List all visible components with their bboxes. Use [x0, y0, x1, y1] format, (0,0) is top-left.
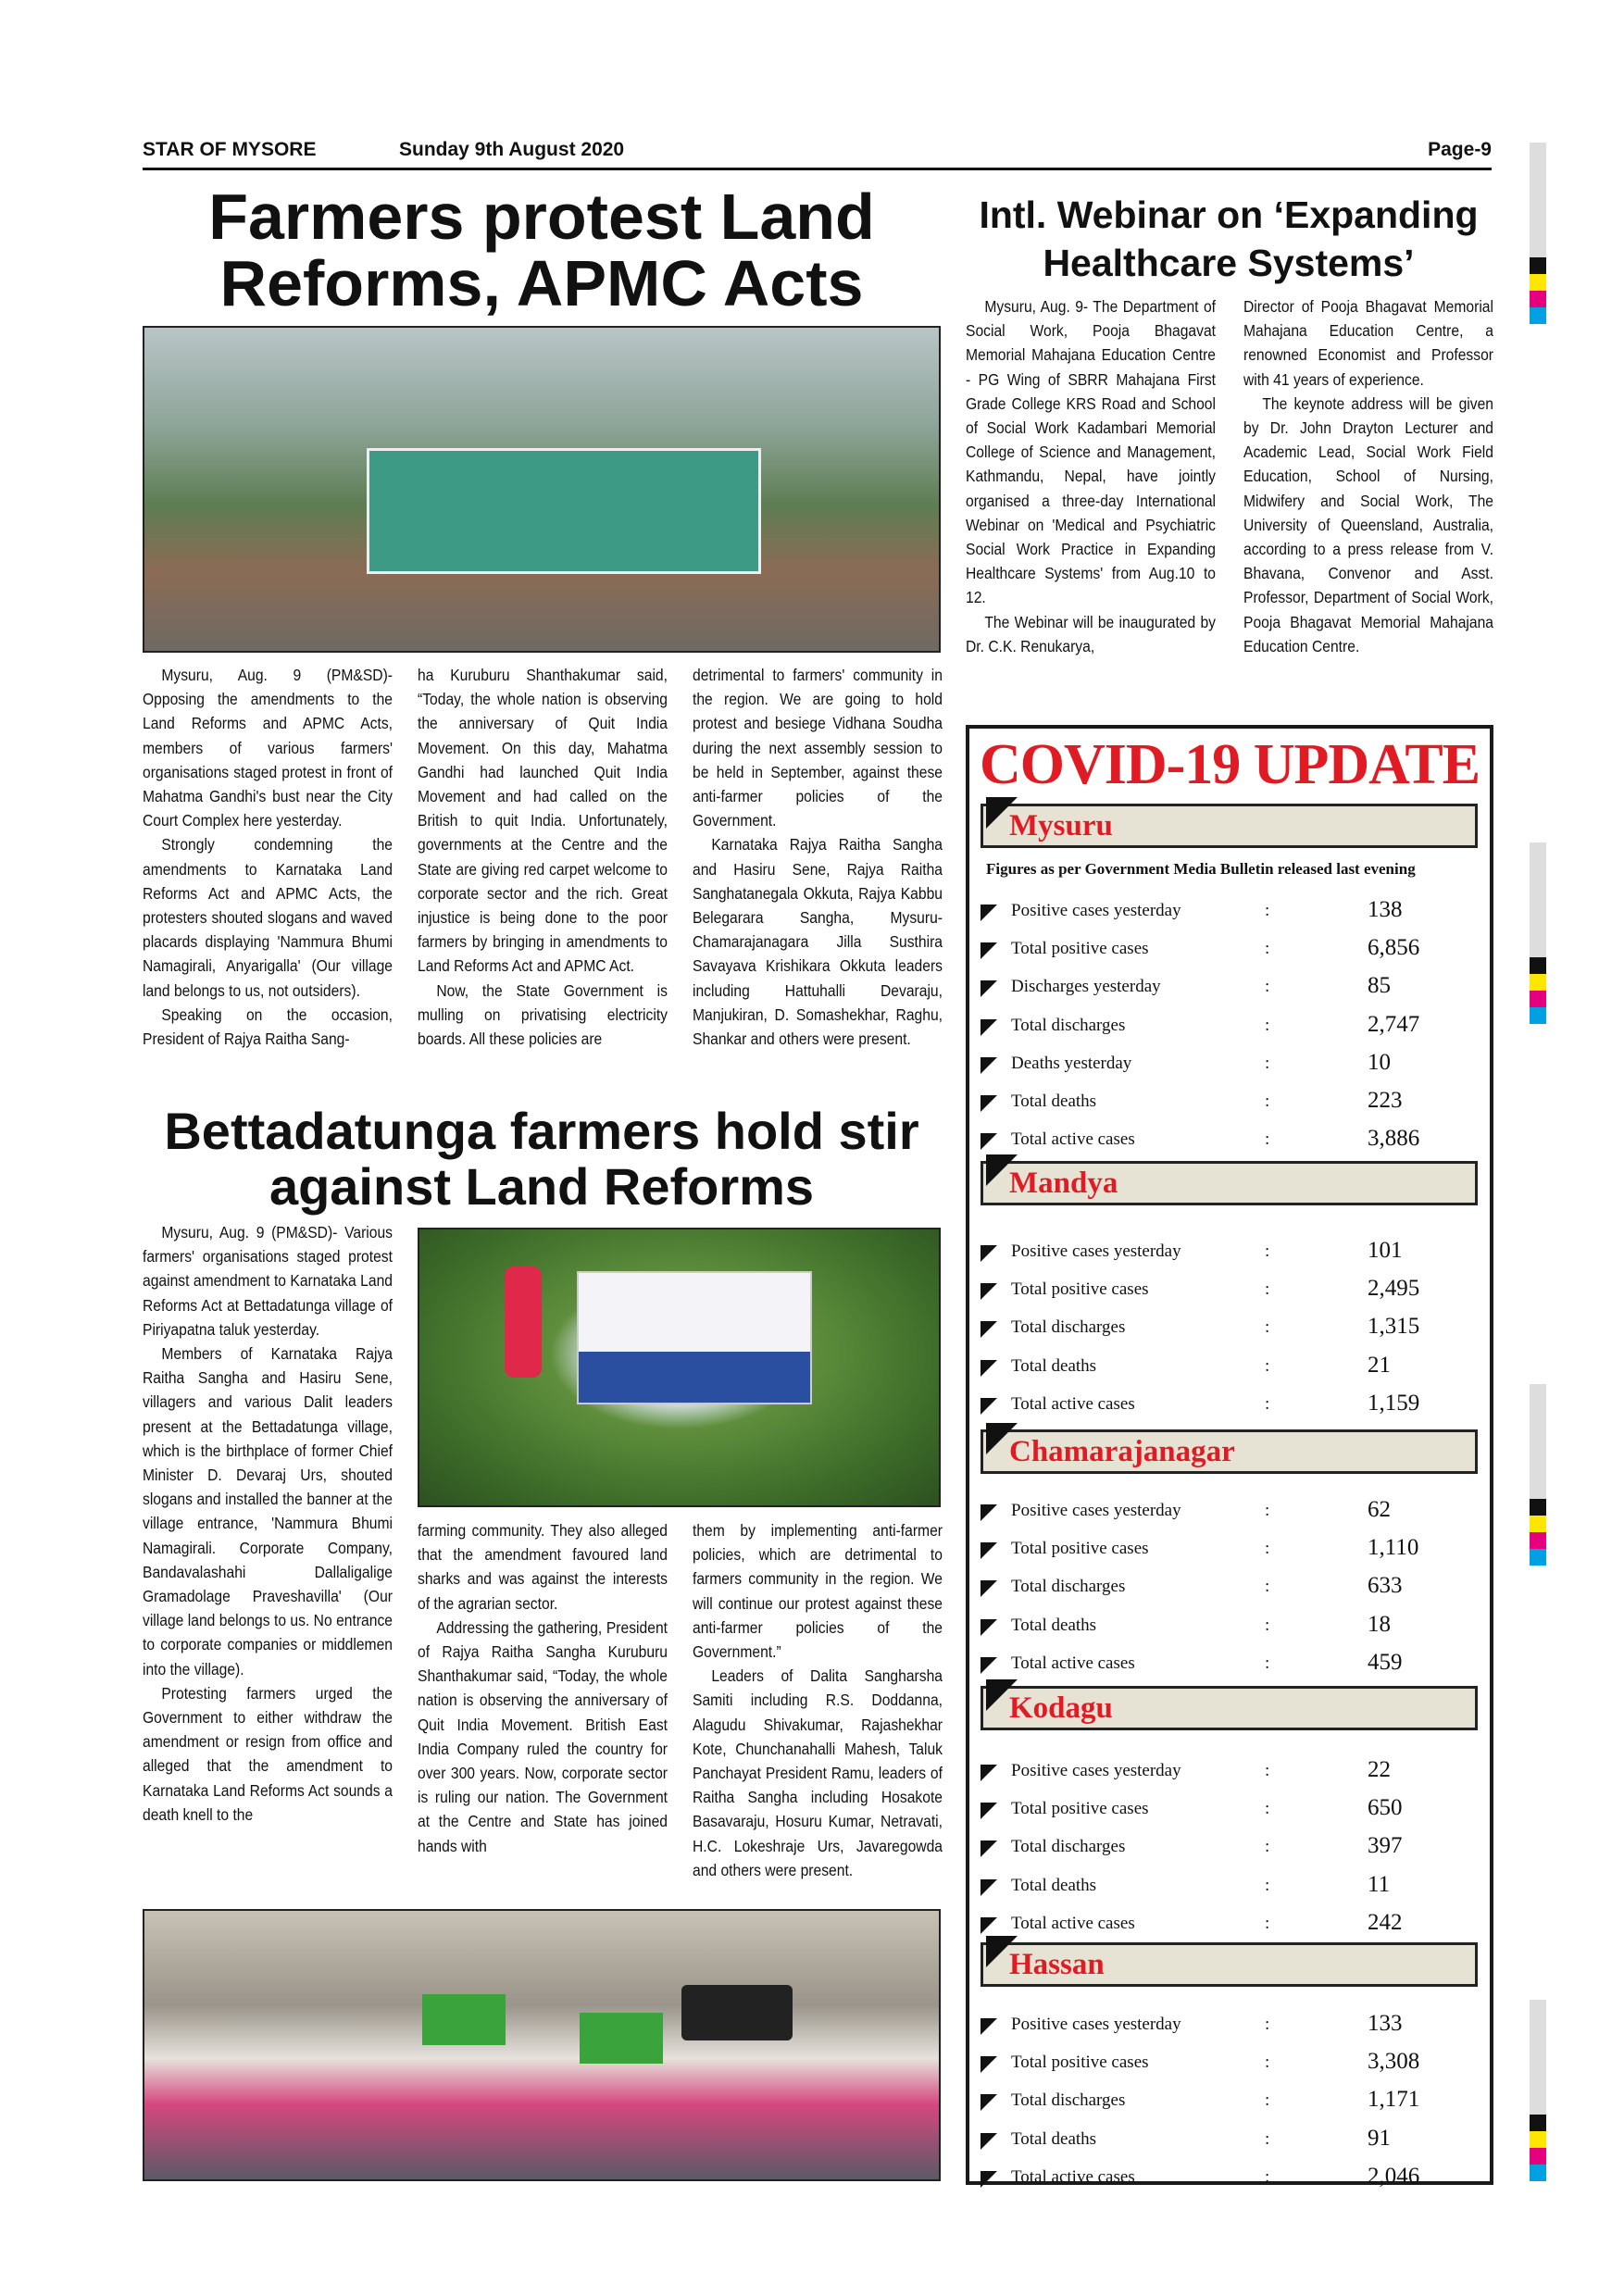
- stat-separator: :: [1265, 1653, 1270, 1673]
- stat-label: Total discharges: [1011, 1317, 1126, 1338]
- stat-value: 2,747: [1368, 1011, 1420, 1037]
- stat-row: [981, 1795, 1471, 1827]
- district-header: [981, 1686, 1478, 1730]
- stat-value: 62: [1368, 1497, 1391, 1522]
- stat-separator: :: [1265, 1279, 1270, 1300]
- district-name: Mandya: [1009, 1167, 1118, 1200]
- stat-label: Total positive cases: [1011, 939, 1149, 959]
- stat-row: [981, 2087, 1471, 2118]
- stat-separator: :: [1265, 1317, 1270, 1338]
- stat-label: Discharges yesterday: [1011, 977, 1161, 997]
- stat-separator: :: [1265, 1761, 1270, 1780]
- stat-label: Total deaths: [1011, 1615, 1097, 1635]
- stat-row: [981, 2126, 1471, 2157]
- stat-row: [981, 1573, 1471, 1604]
- district-name: Kodagu: [1009, 1691, 1113, 1725]
- stat-label: Total positive cases: [1011, 1539, 1149, 1559]
- paragraph: them by implementing anti-farmer policies, which are detrimental to farmers community in the region. We will continue our protest against these anti-farmer policies of the Government.”: [693, 1521, 943, 1662]
- stat-row: [981, 1050, 1471, 1081]
- covid-update-box: [966, 725, 1493, 2189]
- article1-col1: [143, 663, 393, 1103]
- bullet-icon: [981, 1398, 997, 1415]
- stat-label: Total active cases: [1011, 1129, 1135, 1150]
- header-rule: [143, 168, 1492, 170]
- bullet-icon: [981, 980, 997, 997]
- stat-row: [981, 2049, 1471, 2080]
- stat-label: Total active cases: [1011, 2166, 1135, 2187]
- stat-separator: :: [1265, 1577, 1270, 1597]
- color-mark-yellow: [1530, 274, 1546, 291]
- stat-value: 21: [1368, 1352, 1391, 1378]
- stat-value: 633: [1368, 1573, 1403, 1599]
- color-bar: [1530, 2000, 1546, 2115]
- stat-row: [981, 1088, 1471, 1119]
- bullet-icon: [981, 1765, 997, 1781]
- stat-row: [981, 1612, 1471, 1643]
- stat-value: 101: [1368, 1238, 1403, 1263]
- bullet-icon: [981, 1095, 997, 1112]
- stat-row: [981, 1391, 1471, 1422]
- stat-separator: :: [1265, 977, 1270, 997]
- stat-label: Total positive cases: [1011, 2053, 1149, 2073]
- stat-row: [981, 1757, 1471, 1789]
- stat-label: Total active cases: [1011, 1653, 1135, 1673]
- masthead: [143, 139, 1492, 167]
- bullet-icon: [981, 1542, 997, 1559]
- bullet-icon: [981, 1360, 997, 1377]
- stat-value: 3,886: [1368, 1126, 1420, 1152]
- stat-label: Total discharges: [1011, 2090, 1126, 2111]
- color-bar: [1530, 1384, 1546, 1499]
- paragraph: Addressing the gathering, President of Rajya Raitha Sangha Kuruburu Shanthakumar said, “Today, the whole nation is observing the anniversary of Quit India Movement. British East India Company ruled the country for over 300 years. Now, corporate sector is ruling our nation. The Government at the Centre and State has joined hands with: [418, 1617, 668, 1855]
- stat-label: Total deaths: [1011, 2128, 1097, 2149]
- headline-bettadatunga: Bettadatunga farmers hold stir against Land Reforms: [164, 1102, 919, 1217]
- district-header: [981, 1429, 1478, 1474]
- stat-label: Total active cases: [1011, 1393, 1135, 1414]
- color-mark-cyan: [1530, 1549, 1546, 1566]
- stat-label: Positive cases yesterday: [1011, 1761, 1181, 1780]
- bullet-icon: [981, 905, 997, 921]
- bullet-icon: [981, 2094, 997, 2111]
- bullet-icon: [981, 1619, 997, 1636]
- bullet-icon: [981, 1657, 997, 1674]
- color-mark-cyan: [1530, 307, 1546, 324]
- color-mark-black: [1530, 257, 1546, 274]
- stat-row: [981, 897, 1471, 929]
- stat-separator: :: [1265, 1799, 1270, 1819]
- paragraph: Mysuru, Aug. 9 (PM&SD)- Opposing the amendments to the Land Reforms and APMC Acts, members of various farmers' organisations staged protest in front of Mahatma Gandhi's bust near the City Court Complex here yesterday.: [143, 666, 393, 830]
- paragraph: Mysuru, Aug. 9 (PM&SD)- Various farmers' organisations staged protest against amendment to Karnataka Land Reforms Act at Bettadatunga village of Piriyapatna taluk yesterday.: [143, 1223, 393, 1339]
- stat-row: [981, 1353, 1471, 1384]
- color-bar: [1530, 842, 1546, 957]
- stat-value: 1,171: [1368, 2087, 1420, 2113]
- paragraph: Now, the State Government is mulling on privatising electricity boards. All these policies are: [418, 980, 668, 1049]
- paragraph: Mysuru, Aug. 9- The Department of Social Work, Pooja Bhagavat Memorial Mahajana Education Centre - PG Wing of SBRR Mahajana First Grade College KRS Road and School of Social Work Kadambari Memorial College of Science and Management, Kathmandu, Nepal, have jointly organised a three-day International Webinar on 'Medical and Psychiatric Social Work Practice in Expanding Healthcare Systems' from Aug.10 to 12.: [966, 297, 1216, 607]
- color-mark-cyan: [1530, 1007, 1546, 1024]
- stat-label: Total discharges: [1011, 1577, 1126, 1597]
- paper-name: STAR OF MYSORE: [143, 139, 317, 160]
- stat-separator: :: [1265, 1837, 1270, 1857]
- paragraph: farming community. They also alleged that the amendment favoured land sharks and was against the interests of the agrarian sector.: [418, 1521, 668, 1613]
- bullet-icon: [981, 1917, 997, 1934]
- stat-separator: :: [1265, 2128, 1270, 2149]
- bullet-icon: [981, 1841, 997, 1857]
- stat-row: [981, 1314, 1471, 1345]
- stat-separator: :: [1265, 2015, 1270, 2034]
- stat-row: [981, 935, 1471, 967]
- red-ribbon: [505, 1267, 542, 1378]
- paragraph: Strongly condemning the amendments to Karnataka Land Reforms Act and APMC Acts, the protesters shouted slogans and waved placards displaying 'Nammura Bhumi Namagirali, Anyarigalla' (Our village land belongs to us, not outsiders).: [143, 835, 393, 1000]
- stat-row: [981, 1535, 1471, 1566]
- color-mark-magenta: [1530, 1532, 1546, 1549]
- color-mark-black: [1530, 2115, 1546, 2131]
- article3-col1: [966, 294, 1218, 711]
- stat-value: 3,308: [1368, 2049, 1420, 2075]
- bullet-icon: [981, 2133, 997, 2150]
- stat-row: [981, 1910, 1471, 1941]
- stat-row: [981, 1238, 1471, 1269]
- stat-value: 1,315: [1368, 1314, 1420, 1340]
- bullet-icon: [981, 2056, 997, 2073]
- stat-separator: :: [1265, 1015, 1270, 1035]
- article2-col2: [418, 1518, 668, 1907]
- stat-label: Deaths yesterday: [1011, 1053, 1132, 1073]
- color-mark-magenta: [1530, 991, 1546, 1007]
- stat-value: 242: [1368, 1909, 1403, 1935]
- district-header: [981, 1161, 1478, 1205]
- stat-row: [981, 2164, 1471, 2195]
- color-bar: [1530, 143, 1546, 257]
- color-mark-yellow: [1530, 1516, 1546, 1532]
- bullet-icon: [981, 2171, 997, 2188]
- covid-title: COVID-19 UPDATE: [979, 733, 1480, 796]
- district-name: Mysuru: [1009, 809, 1113, 842]
- stat-label: Positive cases yesterday: [1011, 901, 1181, 920]
- placard: [580, 2013, 663, 2064]
- bullet-icon: [981, 1321, 997, 1338]
- stat-separator: :: [1265, 939, 1270, 959]
- stat-row: [981, 1872, 1471, 1903]
- stat-value: 85: [1368, 973, 1391, 999]
- stat-separator: :: [1265, 1129, 1270, 1150]
- stat-separator: :: [1265, 901, 1270, 920]
- village-banner: [577, 1271, 812, 1404]
- stat-value: 2,046: [1368, 2163, 1420, 2189]
- color-mark-magenta: [1530, 291, 1546, 307]
- stat-label: Positive cases yesterday: [1011, 1242, 1181, 1261]
- banner-photo: [418, 1228, 941, 1507]
- bullet-icon: [981, 942, 997, 959]
- stat-row: [981, 1497, 1471, 1529]
- stat-value: 650: [1368, 1795, 1403, 1821]
- stat-value: 1,159: [1368, 1390, 1420, 1416]
- paragraph: Protesting farmers urged the Government to either withdraw the amendment or resign from office and alleged that the amendment to Karnataka Land Reforms Act sounds a death knell to the: [143, 1683, 393, 1824]
- issue-date: Sunday 9th August 2020: [399, 139, 625, 160]
- paragraph: ha Kuruburu Shanthakumar said, “Today, the whole nation is observing the anniversary of Quit India Movement. On this day, Mahatma Gandhi had launched Quit India Movement and had called on the British to quit India. Unfortunately, governments at the Centre and the State are giving red carpet welcome to corporate sector and the rich. Great injustice is being done to the poor farmers by bringing in amendments to Land Reforms Act and APMC Act.: [418, 666, 668, 976]
- headline-farmers-protest: Farmers protest Land Reforms, APMC Acts: [208, 181, 875, 319]
- stat-value: 138: [1368, 897, 1403, 922]
- article2-col3: [693, 1518, 943, 1907]
- color-mark-black: [1530, 1499, 1546, 1516]
- stat-value: 6,856: [1368, 935, 1420, 961]
- bullet-icon: [981, 1580, 997, 1597]
- stat-separator: :: [1265, 1501, 1270, 1520]
- paragraph: Speaking on the occasion, President of Rajya Raitha Sang-: [143, 1004, 393, 1049]
- stat-value: 22: [1368, 1757, 1391, 1782]
- paragraph: Leaders of Dalita Sangharsha Samiti including R.S. Doddanna, Alagudu Shivakumar, Rajashekhar Kote, Chunchanahalli Mahesh, Taluk Panchayat President Ramu, leaders of Raitha Sangha including Hosakote Basavaraju, Hosuru Kumar, Netravati, H.C. Lokeshraje Urs, Javaregowda and others were present.: [693, 1666, 943, 1879]
- article1-col2: [418, 663, 668, 1103]
- stat-label: Positive cases yesterday: [1011, 2015, 1181, 2034]
- district-header: [981, 804, 1478, 848]
- stat-row: [981, 973, 1471, 1004]
- phone: [681, 1985, 793, 2040]
- paragraph: Members of Karnataka Rajya Raitha Sangha and Hasiru Sene, villagers and various Dalit leaders present at the Bettadatunga village, which is the birthplace of former Chief Minister D. Devaraj Urs, shouted slogans and installed the banner at the village entrance, 'Nammura Bhumi Namagirali. Corporate Company, Bandavalashahi Dallaligalige Gramadolage Praveshavilla' (Our village land belongs to us. No entrance to corporate companies or middlemen into the village).: [143, 1344, 393, 1678]
- district-header: [981, 1942, 1478, 1987]
- stat-separator: :: [1265, 1615, 1270, 1635]
- stat-value: 91: [1368, 2125, 1391, 2151]
- stat-separator: :: [1265, 1242, 1270, 1261]
- stat-value: 397: [1368, 1833, 1403, 1859]
- paragraph: detrimental to farmers' community in the region. We are going to hold protest and besiege Vidhana Soudha during the next assembly session to be held in September, against these anti-farmer policies of the Government.: [693, 666, 943, 830]
- stat-separator: :: [1265, 1875, 1270, 1895]
- stat-value: 2,495: [1368, 1276, 1420, 1302]
- bullet-icon: [981, 1133, 997, 1150]
- stat-value: 11: [1368, 1871, 1391, 1897]
- stat-row: [981, 2011, 1471, 2042]
- bullet-icon: [981, 1803, 997, 1819]
- bullet-icon: [981, 2018, 997, 2035]
- bullet-icon: [981, 1504, 997, 1521]
- stat-label: Total active cases: [1011, 1913, 1135, 1933]
- article1-col3: [693, 663, 943, 1103]
- bullet-icon: [981, 1019, 997, 1036]
- stat-separator: :: [1265, 1355, 1270, 1376]
- stat-row: [981, 1650, 1471, 1681]
- stat-separator: :: [1265, 2090, 1270, 2111]
- stat-separator: :: [1265, 2166, 1270, 2187]
- stat-separator: :: [1265, 1053, 1270, 1073]
- paragraph: The Webinar will be inaugurated by Dr. C.K. Renukarya,: [966, 612, 1216, 655]
- bullet-icon: [981, 1879, 997, 1896]
- color-mark-magenta: [1530, 2148, 1546, 2165]
- stat-label: Total discharges: [1011, 1837, 1126, 1857]
- stat-label: Total positive cases: [1011, 1279, 1149, 1300]
- stat-separator: :: [1265, 1539, 1270, 1559]
- stat-value: 459: [1368, 1649, 1403, 1675]
- color-mark-black: [1530, 957, 1546, 974]
- headline-webinar: Intl. Webinar on ‘Expanding Healthcare Systems’: [979, 193, 1479, 284]
- stat-row: [981, 1833, 1471, 1865]
- article3-col2: [1243, 294, 1493, 711]
- dalit-leaders-photo: [143, 1909, 941, 2181]
- stat-separator: :: [1265, 1393, 1270, 1414]
- stat-label: Total deaths: [1011, 1355, 1097, 1376]
- color-mark-yellow: [1530, 974, 1546, 991]
- paragraph: The keynote address will be given by Dr. John Drayton Lecturer and Academic Lead, Social Work Field Education, School of Nursing, Midwifery and Social Work, The University of Queensland, Australia, according to a press release from V. Bhavana, Convenor and Asst. Professor, Department of Social Work, Pooja Bhagavat Memorial Mahajana Education Centre.: [1243, 393, 1493, 655]
- stat-label: Positive cases yesterday: [1011, 1501, 1181, 1520]
- stat-label: Total positive cases: [1011, 1799, 1149, 1819]
- bullet-icon: [981, 1283, 997, 1300]
- page-number: Page-9: [1428, 139, 1492, 160]
- stat-row: [981, 1126, 1471, 1157]
- stat-separator: :: [1265, 1913, 1270, 1933]
- stat-label: Total deaths: [1011, 1092, 1097, 1111]
- protest-photo: [143, 326, 941, 653]
- stat-row: [981, 1276, 1471, 1307]
- color-mark-yellow: [1530, 2131, 1546, 2148]
- paragraph: Director of Pooja Bhagavat Memorial Mahajana Education Centre, a renowned Economist and Professor with 41 years of experience.: [1243, 297, 1493, 389]
- stat-value: 223: [1368, 1088, 1403, 1113]
- stat-row: [981, 1012, 1471, 1043]
- stat-separator: :: [1265, 1092, 1270, 1111]
- district-name: Hassan: [1009, 1948, 1105, 1981]
- paragraph: Karnataka Rajya Raitha Sangha and Hasiru Sene, Rajya Raitha Sanghatanegala Okkuta, Rajya Kabbu Belegarara Sangha, Mysuru-Chamarajanagara Jilla Susthira Savayava Krishikara Okkuta leaders including Hattuhalli Devaraju, Manjukiran, D. Somashekhar, Raghu, Shankar and others were present.: [693, 835, 943, 1049]
- article2-col1: [143, 1220, 393, 1905]
- color-mark-cyan: [1530, 2165, 1546, 2181]
- placard: [422, 1994, 506, 2045]
- bullet-icon: [981, 1245, 997, 1262]
- stat-label: Total deaths: [1011, 1875, 1097, 1895]
- stat-value: 18: [1368, 1611, 1391, 1637]
- stat-value: 10: [1368, 1049, 1391, 1075]
- bullet-icon: [981, 1057, 997, 1074]
- stat-value: 1,110: [1368, 1535, 1419, 1561]
- bulletin-note: Figures as per Government Media Bulletin released last evening: [986, 860, 1416, 878]
- stat-separator: :: [1265, 2053, 1270, 2073]
- stat-label: Total discharges: [1011, 1015, 1126, 1035]
- district-name: Chamarajanagar: [1009, 1435, 1235, 1468]
- stat-value: 133: [1368, 2011, 1403, 2036]
- protest-banner: [367, 448, 761, 574]
